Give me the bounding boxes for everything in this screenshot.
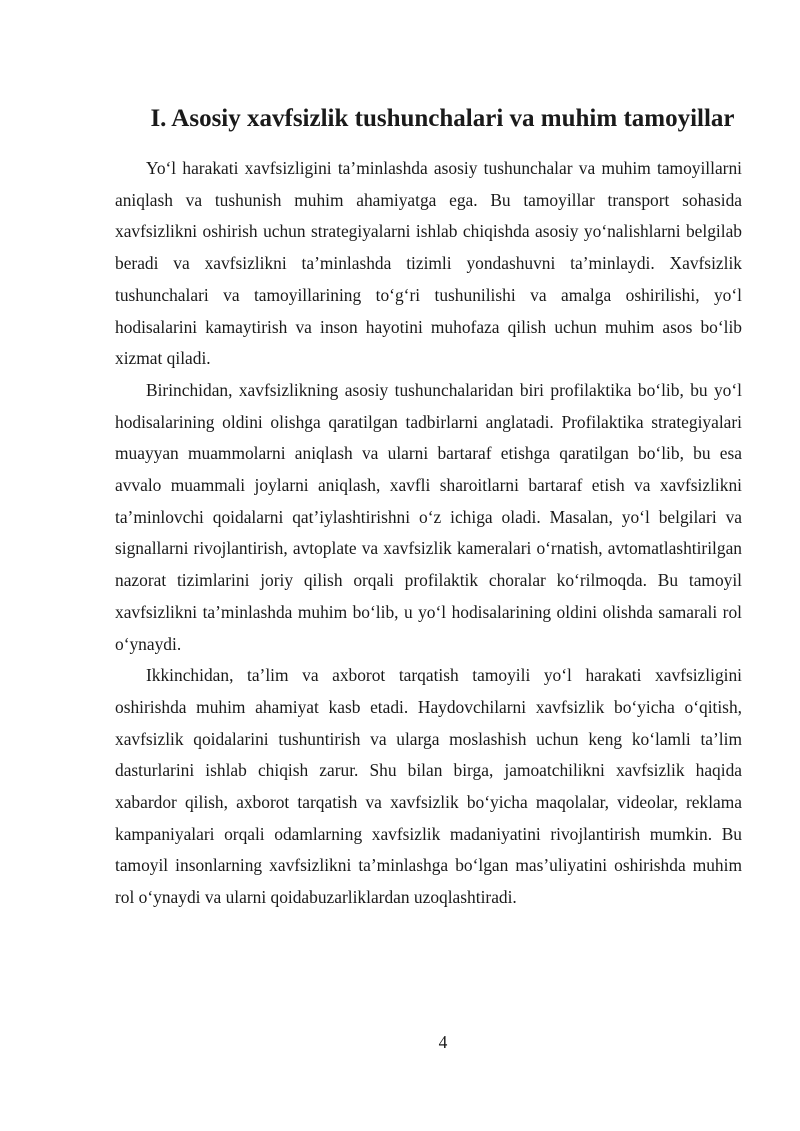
paragraph-prevention: Birinchidan, xavfsizlikning asosiy tushunchalaridan biri profilaktika bo‘lib, bu yo‘l hodisalarining oldini olishga qaratilgan tadbirlarni anglatadi. Profilaktika strategiyalari muayyan muammolarni aniqlash va ularni bartaraf etishga qaratilgan bo‘lib, bu esa avvalo muammali joylarni aniqlash, xavfli sharoitlarni bartaraf etish va xavfsizlikni ta’minlovchi qoidalarni qat’iylashtirishni o‘z ichiga oladi. Masalan, yo‘l belgilari va signallarni rivojlantirish, avtoplate va xavfsizlik kameralari o‘rnatish, avtomatlashtirilgan nazorat tizimlarini joriy qilish orqali profilaktik choralar ko‘rilmoqda. Bu tamoyil xavfsizlikni ta’minlashda muhim bo‘lib, u yo‘l hodisalarining oldini olishda samarali rol o‘ynaydi. [115,379,742,654]
paragraph-education: Ikkinchidan, ta’lim va axborot tarqatish tamoyili yo‘l harakati xavfsizligini oshirishda muhim ahamiyat kasb etadi. Haydovchilarni xavfsizlik bo‘yicha o‘qitish, xavfsizlik qoidalarini tushuntirish va ularga moslashish uchun keng ko‘lamli ta’lim dasturlarini ishlab chiqish zarur. Shu bilan birga, jamoatchilikni xavfsizlik haqida xabardor qilish, axborot tarqatish va xavfsizlik bo‘yicha maqolalar, videolar, reklama kampaniyalari orqali odamlarning xavfsizlik madaniyatini rivojlantirish mumkin. Bu tamoyil insonlarning xavfsizlikni ta’minlashga bo‘lgan mas’uliyatini oshirishda muhim rol o‘ynaydi va ularni qoidabuzarliklardan uzoqlashtiradi. [115,665,742,908]
section-title: I. Asosiy xavfsizlik tushunchalari va muhim tamoyillar [150,105,735,132]
document-page [115,96,742,914]
paragraph-intro: Yo‘l harakati xavfsizligini ta’minlashda asosiy tushunchalar va muhim tamoyillarni aniqlash va tushunish muhim ahamiyatga ega. Bu tamoyillar transport sohasida xavfsizlikni oshirish uchun strategiyalarni ishlab chiqishda asosiy yo‘nalishlarni belgilab beradi va xavfsizlikni ta’minlashda tizimli yondashuvni ta’minlaydi. Xavfsizlik tushunchalari va tamoyillarining to‘g‘ri tushunilishi va amalga oshirilishi, yo‘l hodisalarini kamaytirish va inson hayotini muhofaza qilish uchun muhim asos bo‘lib xizmat qiladi. [115,158,742,369]
page-number: 4 [438,1032,448,1052]
